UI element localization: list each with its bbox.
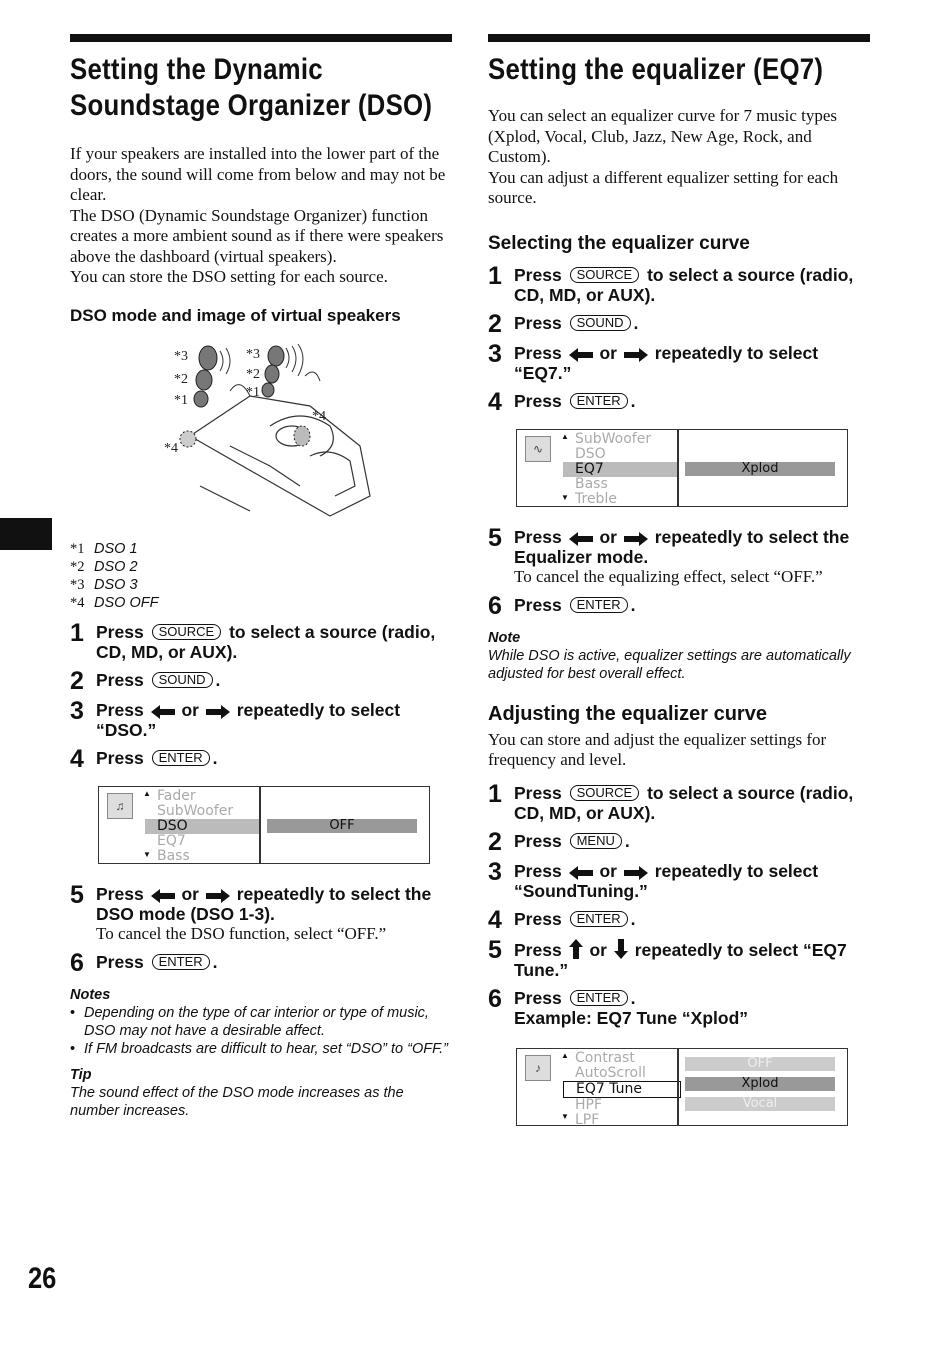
fig-label: *1 [246, 384, 260, 400]
dso-title-line2: Soundstage Organizer (DSO) [70, 89, 433, 122]
lcd-menu-item: Bass [157, 847, 190, 864]
lcd-divider [677, 1049, 679, 1125]
lcd-menu-item: Bass [575, 475, 608, 492]
lcd-menu-item: SubWoofer [157, 802, 234, 819]
step: 3 Press or repeatedly to select “DSO.” [70, 696, 401, 740]
tip-text: The sound effect of the DSO mode increases as the number increases. [70, 1084, 404, 1119]
source-key: SOURCE [570, 785, 640, 801]
left-arrow-icon [569, 866, 593, 880]
step: 6 Press ENTER . Example: EQ7 Tune “Xplod” [488, 984, 749, 1028]
legend-item: *2 DSO 2 [70, 558, 138, 575]
lcd-value-selected: Xplod [685, 1077, 835, 1091]
enter-key: ENTER [152, 954, 210, 970]
eq-select-steps-cont [488, 523, 870, 620]
eq-adjust-steps [488, 779, 870, 1028]
dso-legend [70, 540, 452, 612]
fig-label: *4 [164, 440, 178, 456]
menu-key: MENU [570, 833, 622, 849]
lcd-menu-item: DSO [575, 445, 606, 462]
step: 2 Press SOUND . [70, 666, 221, 695]
step: 5 Press or repeatedly to select “EQ7 Tune.” [488, 935, 847, 980]
sound-tuning-icon: ♪ [525, 1055, 551, 1081]
lcd-menu-item: Treble [575, 490, 617, 507]
lcd-divider [677, 430, 679, 506]
lcd-menu-item: AutoScroll [575, 1064, 646, 1081]
step: 1 Press SOURCE to select a source (radio, CD, MD, or AUX). [488, 779, 854, 823]
note-item: • Depending on the type of car interior or type of music, DSO may not have a desirable affect. [70, 1004, 429, 1039]
lcd-menu-item-selected: DSO [145, 819, 261, 834]
left-arrow-icon [151, 705, 175, 719]
scroll-down-icon: ▼ [561, 492, 569, 502]
adjusting-heading: Adjusting the equalizer curve [488, 702, 767, 725]
right-arrow-icon [624, 866, 648, 880]
fig-label: *3 [246, 346, 260, 362]
right-arrow-icon [624, 532, 648, 546]
step: 4 Press ENTER . [488, 905, 636, 934]
speaker-setting-icon: ♫ [107, 793, 133, 819]
step: 6 Press ENTER . [488, 591, 636, 620]
right-arrow-icon [206, 705, 230, 719]
lcd-display-eq7 [516, 429, 848, 507]
note-item: • If FM broadcasts are difficult to hear, set “DSO” to “OFF.” [70, 1040, 448, 1057]
step: 4 Press ENTER . [70, 744, 218, 773]
title-rule [488, 34, 870, 42]
lcd-menu [563, 432, 679, 507]
lcd-menu-item: SubWoofer [575, 430, 652, 447]
dso-title [70, 52, 451, 124]
lcd-menu-item: LPF [575, 1111, 600, 1128]
lcd-menu-item: Fader [157, 787, 196, 804]
section-tab-marker [0, 518, 52, 550]
lcd-menu-item-selected: EQ7 Tune [563, 1081, 681, 1098]
enter-key: ENTER [570, 990, 628, 1006]
down-arrow-icon [614, 939, 628, 959]
enter-key: ENTER [570, 911, 628, 927]
fig-label: *3 [174, 348, 188, 364]
step: 1 Press SOURCE to select a source (radio, CD, MD, or AUX). [488, 261, 854, 305]
dso-steps [70, 618, 452, 773]
step: 5 Press or repeatedly to select the DSO mode (DSO 1-3). To cancel the DSO function, select “OFF.” [70, 880, 432, 943]
lcd-menu [563, 1051, 681, 1128]
lcd-value: OFF [685, 1057, 835, 1071]
scroll-down-icon: ▼ [143, 849, 151, 859]
step: 2 Press SOUND . [488, 309, 639, 338]
right-arrow-icon [206, 889, 230, 903]
dso-notes: Notes • Depending on the type of car interior or type of music, DSO may not have a desirable affect. • If FM broadcasts are difficult to hear, set “DSO” to “OFF.” Tip The sound effect of the DSO mode increases as the number increases. [70, 986, 452, 1120]
left-arrow-icon [151, 889, 175, 903]
fig-label: *1 [174, 392, 188, 408]
eq7-title: Setting the equalizer (EQ7) [488, 53, 824, 86]
dso-steps-cont [70, 880, 452, 977]
lcd-value: Vocal [685, 1097, 835, 1111]
eq7-intro: You can select an equalizer curve for 7 music types (Xplod, Vocal, Club, Jazz, New Age, Rock, and Custom). You can adjust a different equalizer setting for each source. [488, 106, 839, 207]
sound-key: SOUND [152, 672, 213, 688]
lcd-value: OFF [267, 819, 417, 833]
step: 1 Press SOURCE to select a source (radio, CD, MD, or AUX). [70, 618, 436, 662]
enter-key: ENTER [152, 750, 210, 766]
source-key: SOURCE [570, 267, 640, 283]
scroll-down-icon: ▼ [561, 1111, 569, 1121]
step: 3 Press or repeatedly to select “EQ7.” [488, 339, 819, 383]
lcd-display-eq7-tune [516, 1048, 848, 1126]
car-speaker-diagram [70, 336, 452, 526]
lcd-display-dso [98, 786, 430, 864]
lcd-divider [259, 787, 261, 863]
title-rule [70, 34, 452, 42]
lcd-value: Xplod [685, 462, 835, 476]
dso-section [70, 34, 452, 1120]
left-arrow-icon [569, 348, 593, 362]
dso-intro: If your speakers are installed into the lower part of the doors, the sound will come from below and may not be clear. The DSO (Dynamic Soundstage Organizer) function creates a more ambient sound as if there were speakers above the dashboard (virtual speakers). You can store the DSO setting for each source. [70, 144, 446, 286]
scroll-up-icon: ▲ [561, 431, 569, 441]
legend-item: *1 DSO 1 [70, 540, 138, 557]
up-arrow-icon [569, 939, 583, 959]
step: 5 Press or repeatedly to select the Equalizer mode. To cancel the equalizing effect, select “OFF.” [488, 523, 850, 586]
step: 4 Press ENTER . [488, 387, 636, 416]
page-number: 26 [28, 1262, 57, 1295]
legend-item: *3 DSO 3 [70, 576, 138, 593]
dso-title-line1: Setting the Dynamic [70, 53, 323, 86]
enter-key: ENTER [570, 393, 628, 409]
fig-label: *2 [174, 371, 188, 387]
eq-select-steps [488, 261, 870, 416]
equalizer-icon: ∿ [525, 436, 551, 462]
sound-key: SOUND [570, 315, 631, 331]
scroll-up-icon: ▲ [561, 1050, 569, 1060]
eq-note: Note While DSO is active, equalizer settings are automatically adjusted for best overall effect. [488, 629, 851, 682]
diagram-heading: DSO mode and image of virtual speakers [70, 305, 401, 325]
step: 2 Press MENU . [488, 827, 630, 856]
lcd-menu [145, 789, 261, 864]
step: 6 Press ENTER . [70, 948, 218, 977]
lcd-menu-item: HPF [575, 1096, 603, 1113]
source-key: SOURCE [152, 624, 222, 640]
eq7-section [488, 34, 870, 1126]
fig-label: *2 [246, 366, 260, 382]
lcd-menu-item: Contrast [575, 1049, 635, 1066]
adjusting-intro: You can store and adjust the equalizer settings for frequency and level. [488, 729, 827, 769]
selecting-heading: Selecting the equalizer curve [488, 232, 750, 254]
scroll-up-icon: ▲ [143, 788, 151, 798]
enter-key: ENTER [570, 597, 628, 613]
lcd-menu-item-selected: EQ7 [563, 462, 679, 477]
legend-item: *4 DSO OFF [70, 594, 159, 611]
lcd-menu-item: EQ7 [157, 832, 186, 849]
step: 3 Press or repeatedly to select “SoundTuning.” [488, 857, 819, 901]
left-arrow-icon [569, 532, 593, 546]
right-arrow-icon [624, 348, 648, 362]
fig-label: *4 [312, 408, 326, 424]
